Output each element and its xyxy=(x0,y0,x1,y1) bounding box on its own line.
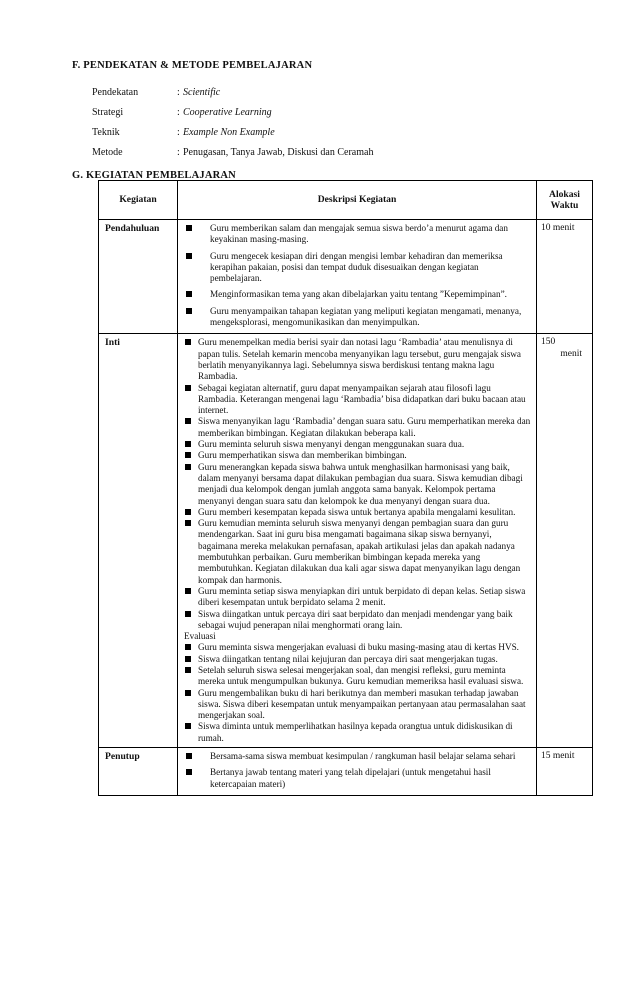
time-penutup: 15 menit xyxy=(537,748,593,796)
header-alokasi-line2: Waktu xyxy=(550,200,579,211)
approach-row: Teknik : Example Non Example xyxy=(92,126,275,138)
section-approach xyxy=(72,60,612,162)
time-inti-line1: 150 xyxy=(541,337,556,348)
list-item: Bertanya jawab tentang materi yang telah dipelajari (untuk mengetahui hasil ketercapaian materi) xyxy=(184,767,532,790)
list-item: Siswa diingatkan untuk percaya diri saat berpidato dan menjadi mendengar yang baik sebagai wujud penerapan nilai menghormati orang lain. xyxy=(184,609,532,632)
approach-label: Metode xyxy=(92,146,123,158)
approach-row: Metode : Penugasan, Tanya Jawab, Diskusi dan Ceramah xyxy=(92,146,374,158)
approach-value: Cooperative Learning xyxy=(183,106,272,118)
list-item: Menginformasikan tema yang akan dibelajarkan yaitu tentang ”Kepemimpinan”. xyxy=(184,289,532,300)
approach-list xyxy=(92,82,612,162)
time-pendahuluan: 10 menit xyxy=(537,220,593,334)
desc-penutup xyxy=(178,748,537,796)
table-row-inti xyxy=(99,334,593,748)
list-item: Setelah seluruh siswa selesai mengerjakan soal, dan mengisi refleksi, guru meminta mereka untuk mengumpulkan bukunya. Guru kemudian memeriksa hasil evaluasi siswa. xyxy=(184,665,532,688)
list-item: Guru mengembalikan buku di hari berikutnya dan memberi masukan terhadap jawaban siswa. Siswa diberi kesempatan untuk menyampaikan pertanyaan atau permasalahan saat mengerjakan soal. xyxy=(184,688,532,722)
desc-inti xyxy=(178,334,537,748)
time-inti-line2: menit xyxy=(560,348,582,359)
time-inti xyxy=(537,334,593,748)
evaluasi-label: Evaluasi xyxy=(184,631,216,642)
phase-penutup: Penutup xyxy=(99,748,178,796)
approach-label: Strategi xyxy=(92,106,124,118)
section-f-heading: F. PENDEKATAN & METODE PEMBELAJARAN xyxy=(72,60,313,71)
list-item: Guru menempelkan media berisi syair dan notasi lagu ‘Rambadia’ atau menulisnya di papan tulis. Setelah kemarin mencoba menyanyikan lagu tersebut, guru mengajak siswa berlatih menyanyikannya lagi. Sebelumnya siswa berdiskusi tentang makna lagu Rambadia. xyxy=(184,337,532,382)
list-item: Guru menyampaikan tahapan kegiatan yang meliputi kegiatan mengamati, menanya, mengeksplorasi, mengomunikasikan dan menyimpulkan. xyxy=(184,306,532,329)
list-item: Guru meminta seluruh siswa menyanyi dengan menggunakan suara dua. xyxy=(184,439,532,450)
list-item: Guru memberi kesempatan kepada siswa untuk bertanya apabila mengalami kesulitan. xyxy=(184,507,532,518)
list-item: Siswa diingatkan tentang nilai kejujuran dan percaya diri saat mengerjakan tugas. xyxy=(184,654,532,665)
header-kegiatan: Kegiatan xyxy=(99,181,178,220)
list-item: Guru kemudian meminta seluruh siswa menyanyi dengan pembagian suara dan guru mendengarkan. Saat ini guru bisa mengamati bagaimana sikap siswa bernyanyi, bagaimana mereka melakukan pernafasan, apakah artikulasi jelas dan apakah nadanya membutuhkan perbaikan. Guru memberikan bimbingan kepada mereka yang membutuhkan. Kegiatan dilakukan dua kali agar siswa dapat menyanyikan lagu dengan kompak dan harmonis. xyxy=(184,518,532,586)
header-alokasi xyxy=(537,181,593,220)
inti-list xyxy=(184,337,532,631)
table-row-penutup xyxy=(99,748,593,796)
list-item: Siswa diminta untuk memperlihatkan hasilnya kepada orangtua untuk didiskusikan di rumah. xyxy=(184,721,532,744)
penutup-list xyxy=(184,751,532,790)
list-item: Bersama-sama siswa membuat kesimpulan / rangkuman hasil belajar selama sehari xyxy=(184,751,532,762)
list-item: Guru memberikan salam dan mengajak semua siswa berdo’a menurut agama dan keyakinan masing-masing. xyxy=(184,223,532,246)
activities-table-wrap xyxy=(98,180,592,796)
approach-label: Pendekatan xyxy=(92,86,139,98)
header-alokasi-line1: Alokasi xyxy=(549,188,580,200)
approach-row: Pendekatan : Scientific xyxy=(92,86,221,98)
list-item: Guru memperhatikan siswa dan memberikan bimbingan. xyxy=(184,450,532,461)
phase-pendahuluan: Pendahuluan xyxy=(99,220,178,334)
desc-pendahuluan xyxy=(178,220,537,334)
list-item: Guru meminta setiap siswa menyiapkan diri untuk berpidato di depan kelas. Setiap siswa diberi kesempatan untuk berpidato selama 2 menit. xyxy=(184,586,532,609)
activities-table xyxy=(98,180,593,796)
list-item: Siswa menyanyikan lagu ‘Rambadia’ dengan suara satu. Guru memperhatikan mereka dan memberikan bimbingan. Kegiatan dilakukan beberapa kali. xyxy=(184,416,532,439)
list-item: Guru menerangkan kepada siswa bahwa untuk menghasilkan harmonisasi yang baik, dalam menyanyi bersama dapat dilakukan pembagian dua suara. Siswa kemudian dibagi menjadi dua kelompok dengan jumlah anggota sama banyak. Kelompok pertama menyanyi dengan suara satu dan kelompok ke dua menyanyi dengan suara dua. xyxy=(184,462,532,507)
table-header-row xyxy=(99,181,593,220)
list-item: Guru mengecek kesiapan diri dengan mengisi lembar kehadiran dan memeriksa kerapihan pakaian, posisi dan tempat duduk disesuaikan dengan kegiatan pembelajaran. xyxy=(184,251,532,285)
approach-label: Teknik xyxy=(92,126,120,138)
approach-row: Strategi : Cooperative Learning xyxy=(92,106,272,118)
list-item: Sebagai kegiatan alternatif, guru dapat menyampaikan sejarah atau filosofi lagu Rambadia. Keterangan mengenai lagu ‘Rambadia’ bisa didapatkan dari buku bacaan atau internet. xyxy=(184,383,532,417)
pendahuluan-list xyxy=(184,223,532,328)
section-g-heading: G. KEGIATAN PEMBELAJARAN xyxy=(72,170,236,181)
evaluasi-list xyxy=(184,642,532,744)
approach-value: Example Non Example xyxy=(183,126,275,138)
table-row-pendahuluan xyxy=(99,220,593,334)
header-deskripsi: Deskripsi Kegiatan xyxy=(178,181,537,220)
list-item: Guru meminta siswa mengerjakan evaluasi di buku masing-masing atau di kertas HVS. xyxy=(184,642,532,653)
approach-value: Scientific xyxy=(183,86,221,98)
phase-inti: Inti xyxy=(99,334,178,748)
approach-value: Penugasan, Tanya Jawab, Diskusi dan Ceramah xyxy=(183,146,374,158)
